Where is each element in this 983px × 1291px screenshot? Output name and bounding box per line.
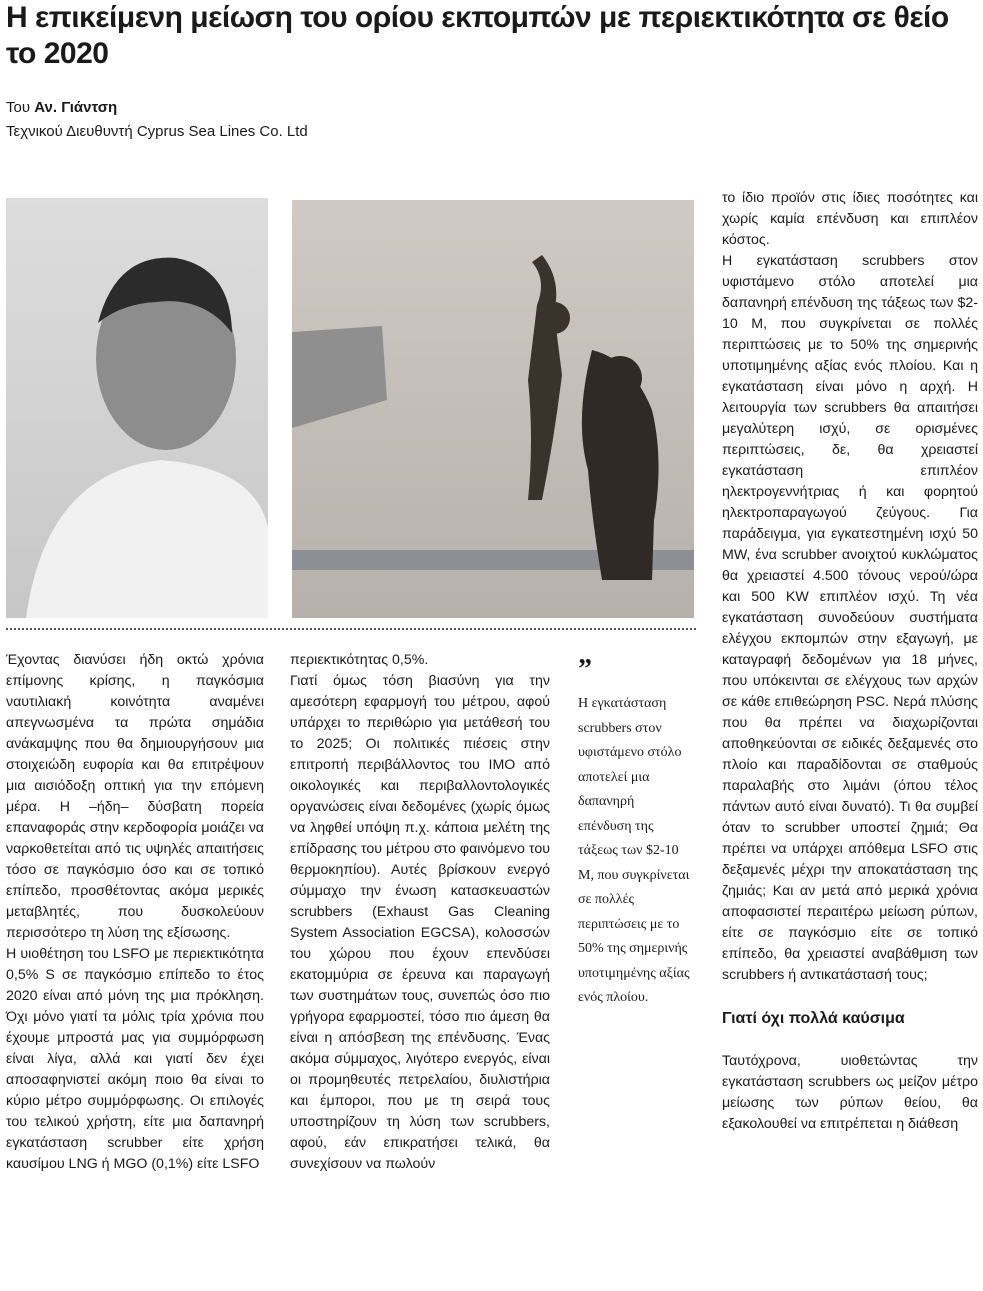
author-name: Αν. Γιάντση	[34, 99, 118, 116]
subheading: Γιατί όχι πολλά καύσιμα	[722, 1010, 905, 1027]
paragraph: Η υιοθέτηση του LSFO με περιεκτικότητα 0,5% S σε παγκόσμιο επίπεδο το έτος 2020 είναι από μόνη της μια πρόκληση. Όχι μόνο γιατί τα μόλις τρία χρόνια που έχουμε μπροστά μας για συμμόρφωση είναι λίγα, αλλά και γιατί δεν έχει αποσαφηνιστεί ακόμη ποιο θα είναι το κύριο μέτρο συμμόρφωσης. Οι επιλογές του τελικού χρήστη, είτε μια δαπανηρή εγκατάσταση scrubber είτε χρήση καυσίμου LNG ή MGO (0,1%) είτε LSFO	[6, 946, 264, 1172]
section-divider	[6, 628, 696, 630]
paragraph: Ταυτόχρονα, υιοθετώντας την εγκατάσταση scrubbers ως μείζον μέτρο μείωσης των ρύπων θείου, θα εξακολουθεί να επιτρέπεται η διάθεση	[722, 1053, 978, 1132]
portrait-illustration	[6, 198, 268, 618]
paragraph: το ίδιο προϊόν στις ίδιες ποσότητες και χωρίς καμία επένδυση και επιπλέον κόστος.	[722, 190, 978, 248]
quote-mark-icon: ”	[578, 654, 592, 685]
harbor-illustration	[292, 200, 694, 618]
author-block	[6, 96, 308, 144]
harbor-statue-photo	[292, 200, 694, 618]
author-role: Τεχνικού Διευθυντή Cyprus Sea Lines Co. Ltd	[6, 123, 308, 140]
column-2	[290, 650, 550, 1175]
author-portrait-photo	[6, 198, 268, 618]
pull-quote-text: Η εγκατάσταση scrubbers στον υφιστάμενο στόλο αποτελεί μια δαπανηρή επένδυση της τάξεως των $2-10 Μ, που συγκρίνεται σε πολλές περιπτώσεις με το 50% της σημερινής υποτιμημένης αξίας ενός πλοίου.	[578, 696, 690, 1005]
paragraph: Γιατί όμως τόση βιασύνη για την αμεσότερη εφαρμογή του μέτρου, αφού υπάρχει το περιθώριο για μετάθεσή του το 2025; Οι πολιτικές πιέσεις στην επιτροπή περιβάλλοντος του IMO από οικολογικές και περιβαλλοντολογικές οργανώσεις είναι δεδομένες (χωρίς όμως να ληφθεί υπόψη π.χ. κάποια μελέτη της επίδρασης του μέτρου στο φαινόμενο του θερμοκηπίου). Αυτές βρίσκουν ενεργό σύμμαχο την ένωση κατασκευαστών scrubbers (Exhaust Gas Cleaning System Association EGCSA), κολοσσών του χώρου που έχουν επενδύσει εκατομμύρια σε έρευνα και παραγωγή των συστημάτων τους, συνεπώς όσο πιο γρήγορα εφαρμοστεί, τόσο πιο άμεση θα είναι η απόσβεση της επένδυσης. Ένας ακόμα σύμμαχος, λιγότερο ενεργός, είναι οι προμηθευτές πετρελαίου, διυλιστήρια και έμποροι, που με τη σειρά τους υποστηρίζουν τη λύση των scrubbers, αφού, εάν επικρατήσει τελικά, θα συνεχίσουν να πωλούν	[290, 673, 550, 1172]
paragraph: Έχοντας διανύσει ήδη οκτώ χρόνια επίμονης κρίσης, η παγκόσμια ναυτιλιακή κοινότητα αναμένει απεγνωσμένα τα πρώτα σημάδια ανάκαμψης που θα δημιουργήσουν μια στοιχειώδη ευφορία και θα επιτρέψουν μια αισιόδοξη οπτική για την επόμενη μέρα. Η –ήδη– δύσβατη πορεία επαναφοράς στην κερδοφορία μοιάζει να ναρκοθετείται από τις υψηλές απαιτήσεις τόσο σε παγκόσμιο όσο και σε τοπικό επίπεδο, προσθέτοντας ακόμα μερικές μεταβλητές, που δυσκολεύουν περισσότερο τη λύση της εξίσωσης.	[6, 652, 264, 941]
author-prefix: Του	[6, 99, 35, 116]
article-title: Η επικείμενη μείωση του ορίου εκπομπών με περιεκτικότητα σε θείο το 2020	[6, 1, 949, 70]
pull-quote	[578, 654, 690, 1011]
column-1	[6, 650, 264, 1175]
paragraph: Η εγκατάσταση scrubbers στον υφιστάμενο στόλο αποτελεί μια δαπανηρή επένδυση της τάξεως των $2-10 Μ, που συγκρίνεται σε πολλές περιπτώσεις με το 50% της σημερινής υποτιμημένης αξίας ενός πλοίου. Και η εγκατάσταση είναι μόνο η αρχή. Η λειτουργία των scrubbers θα απαιτήσει μεγαλύτερη ισχύ, σε ορισμένες περιπτώσεις, δε, θα χρειαστεί εγκατάσταση επιπλέον ηλεκτρογεννήτριας ή και φορητού ηλεκτροπαραγωγού ζεύγους. Για παράδειγμα, για εγκατεστημένη ισχύ 50 MW, ένα scrubber ανοιχτού κυκλώματος θα χρειαστεί 4.500 τόνους νερού/ώρα και 500 KW επιπλέον ισχύ. Τη νέα εγκατάσταση συνοδεύουν συστήματα ελέγχου εκπομπών στην εξαγωγή, με καταγραφή δεδομένων για 18 μήνες, που υπόκεινται σε ελέγχους των αρχών σε κάθε επιθεώρηση PSC. Νερά πλύσης που θα πρέπει να διαχωρίζονται αποθηκεύονται σε ειδικές δεξαμενές στο πλοίο και παραδίδονται σε σταθμούς παραλαβής στο λιμάνι (όπου τέλος πάντων αυτό είναι δυνατό). Τι θα συμβεί όταν το scrubber υποστεί ζημιά; Θα πρέπει να υπάρχει απόθεμα LSFO στις δεξαμενές μέχρι την αποκατάσταση της ζημιάς; Και αν μετά από μερικά χρόνια αποφασιστεί περαιτέρω μείωση ρύπων, είτε σε παγκόσμιο είτε σε τοπικό επίπεδο, θα χρειαστεί αναβάθμιση των scrubbers ή αντικατάστασή τους;	[722, 253, 978, 983]
column-3	[722, 188, 978, 1135]
paragraph: περιεκτικότητας 0,5%.	[290, 652, 429, 668]
